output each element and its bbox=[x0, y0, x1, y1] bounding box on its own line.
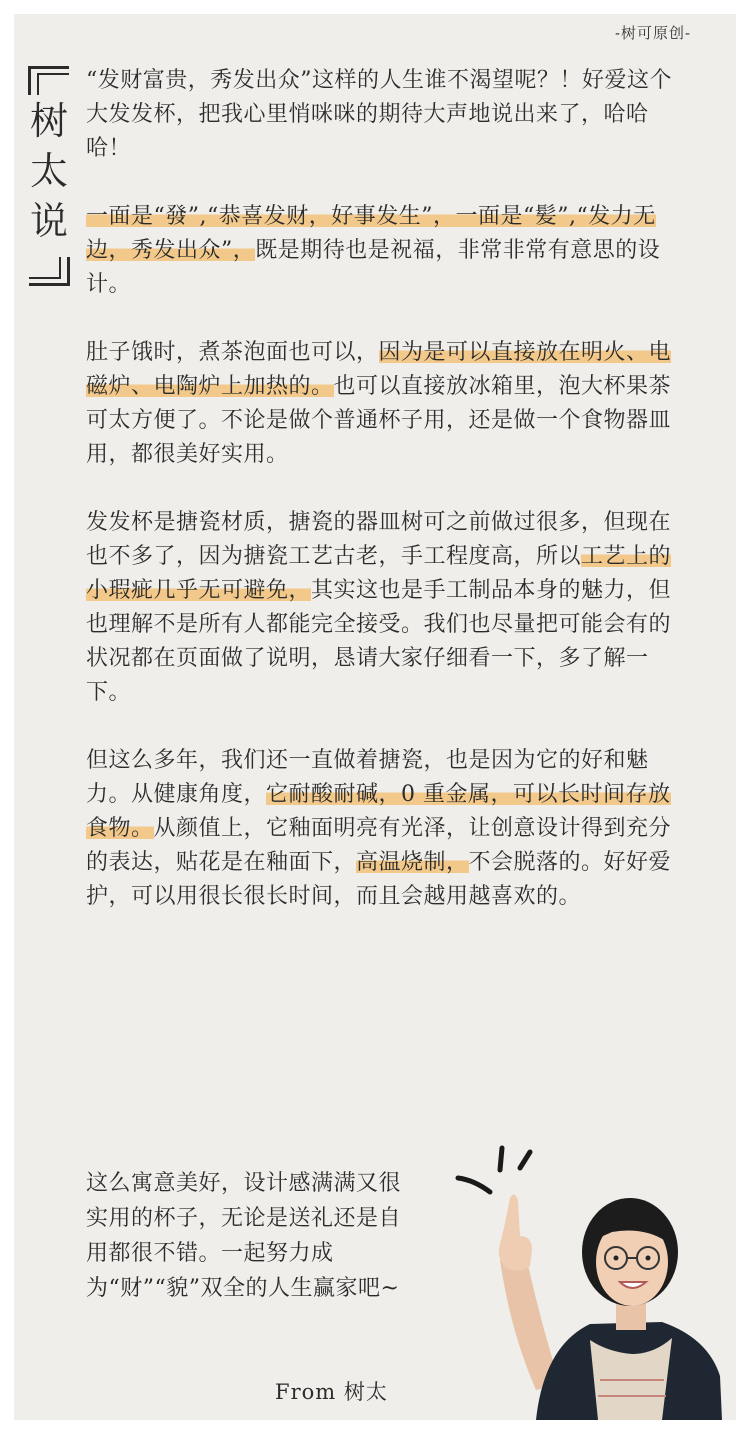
paragraph-text: 其实这也是手工制品本身的魅力，但也理解不是所有人都能完全接受。我们也尽量把可能会有的状况都在页面做了说明，恳请大家仔细看一下，多了解一下。 bbox=[86, 578, 672, 705]
highlight-text: 工艺上的小瑕疵几乎无可避免， bbox=[86, 544, 672, 603]
highlight-text: 它耐酸耐碱，0 重金属，可以长时间存放食物。 bbox=[86, 782, 671, 841]
article-body bbox=[86, 64, 692, 948]
closing-text: 这么寓意美好，设计感满满又很实用的杯子，无论是送礼还是自用都很不错。一起努力成为“财”“貌”双全的人生赢家吧~ bbox=[86, 1171, 402, 1301]
paragraph-text: “发财富贵，秀发出众”这样的人生谁不渴望呢？！好爱这个大发发杯，把我心里悄咪咪的期待大声地说出来了，哈哈哈！ bbox=[86, 68, 672, 161]
paragraph-4 bbox=[86, 506, 692, 710]
close-bracket-icon bbox=[29, 257, 70, 286]
highlight-text: 一面是“發”,“恭喜发财，好事发生”，一面是“髪”,“发力无边，秀发出众”， bbox=[86, 204, 656, 263]
pointing-hand-icon bbox=[499, 1194, 532, 1270]
excitement-mark-icon bbox=[458, 1178, 490, 1192]
paragraph-text: 肚子饿时，煮茶泡面也可以， bbox=[86, 340, 379, 365]
highlight-text: 高温烧制， bbox=[356, 850, 469, 875]
highlight-text: 因为是可以直接放在明火、电磁炉、电陶炉上加热的。 bbox=[86, 340, 672, 399]
paragraph-1 bbox=[86, 64, 692, 166]
open-bracket-icon bbox=[28, 66, 69, 95]
brand-title bbox=[22, 66, 74, 286]
author-portrait-illustration bbox=[440, 1140, 722, 1420]
paragraph-text: 从颜值上，它釉面明亮有光泽，让创意设计得到充分的表达，贴花是在釉面下， bbox=[86, 816, 672, 875]
eye-icon bbox=[646, 1256, 651, 1261]
paragraph-text: 发发杯是搪瓷材质，搪瓷的器皿树可之前做过很多，但现在也不多了，因为搪瓷工艺古老，手工程度高，所以 bbox=[86, 510, 672, 569]
excitement-mark-icon bbox=[500, 1148, 502, 1170]
brand-title-text: 树太说 bbox=[29, 99, 68, 243]
excitement-mark-icon bbox=[520, 1152, 530, 1168]
eye-icon bbox=[614, 1256, 619, 1261]
paragraph-5 bbox=[86, 744, 692, 914]
signature: From 树太 bbox=[275, 1380, 388, 1404]
paragraph-text: 既是期待也是祝福，非常非常有意思的设计。 bbox=[86, 238, 661, 297]
paragraph-3 bbox=[86, 336, 692, 472]
paragraph-text: 不会脱落的。好好爱护，可以用很长很长时间，而且会越用越喜欢的。 bbox=[86, 850, 672, 909]
paragraph-2 bbox=[86, 200, 692, 302]
paragraph-text: 也可以直接放冰箱里，泡大杯果茶可太方便了。不论是做个普通杯子用，还是做一个食物器皿用，都很美好实用。 bbox=[86, 374, 672, 467]
paragraph-text: 但这么多年，我们还一直做着搪瓷，也是因为它的好和魅力。从健康角度， bbox=[86, 748, 649, 807]
credit-label: -树可原创- bbox=[615, 25, 691, 42]
